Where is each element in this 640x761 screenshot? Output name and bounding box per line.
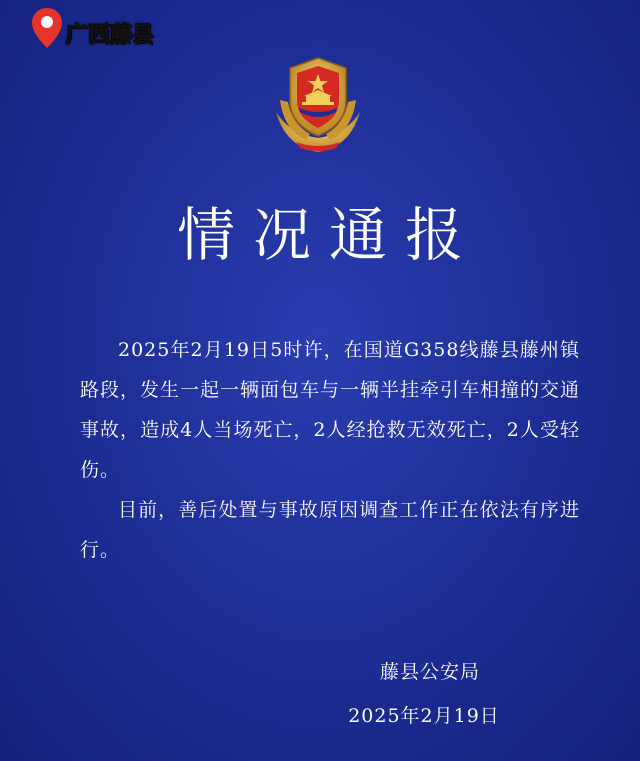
paragraph: 目前，善后处置与事故原因调查工作正在依法有序进行。 [80, 499, 580, 561]
location-tag [30, 4, 154, 52]
page-title: 情况通报 [176, 201, 481, 269]
location-label: 广西藤县 [66, 22, 155, 48]
map-pin-icon [30, 6, 64, 50]
issuing-organization: 藤县公安局 [379, 661, 480, 683]
notice-body [80, 330, 580, 570]
issue-date: 2025年2月19日 [348, 705, 500, 727]
signature-block [340, 650, 520, 738]
paragraph: 2025年2月19日5时许，在国道G358线藤县藤州镇路段，发生一起一辆面包车与一辆半挂牵引车相撞的交通事故，造成4人当场死亡，2人经抢救无效死亡，2人受轻伤。 [80, 339, 581, 481]
police-emblem-icon [266, 52, 370, 156]
